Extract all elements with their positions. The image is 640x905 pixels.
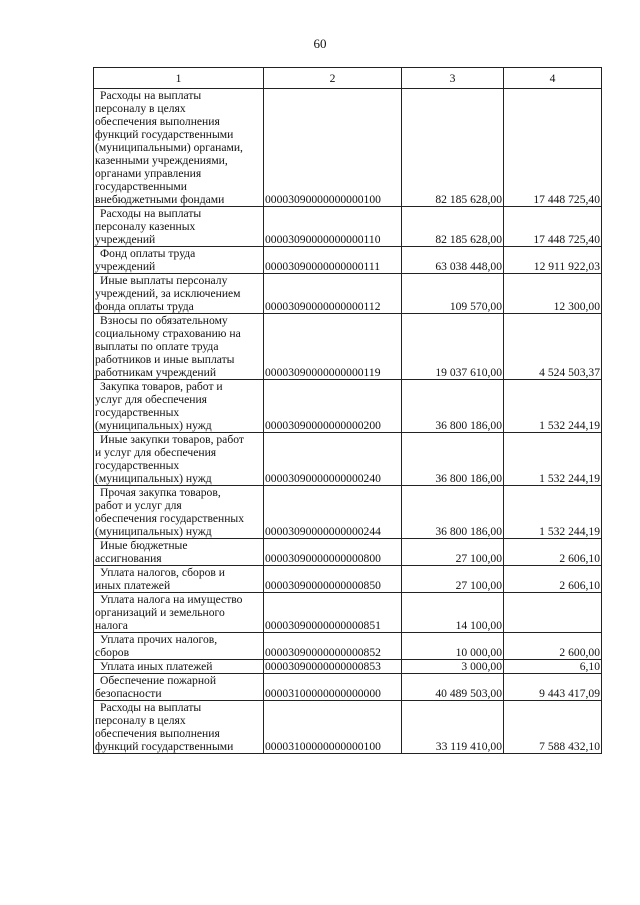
- row-name: [94, 247, 264, 274]
- table-row: [94, 89, 602, 207]
- row-code: 00003090000000000800: [264, 539, 402, 566]
- table-row: [94, 247, 602, 274]
- row-plan-amount: 40 489 503,00: [402, 674, 504, 701]
- budget-table: [93, 67, 602, 754]
- row-name-line: Расходы на выплаты: [100, 701, 202, 714]
- row-name-line: иных платежей: [95, 579, 171, 592]
- row-actual-amount: 17 448 725,40: [504, 89, 602, 207]
- row-name-line: обеспечения выполнения: [95, 115, 220, 128]
- row-code: 00003090000000000110: [264, 207, 402, 247]
- row-name-line: Взносы по обязательному: [100, 314, 228, 327]
- row-name-line: функций государственными: [95, 128, 234, 141]
- row-plan-amount: 27 100,00: [402, 539, 504, 566]
- row-name: [94, 89, 264, 207]
- row-name: [94, 380, 264, 433]
- row-code: 00003090000000000100: [264, 89, 402, 207]
- row-name-line: внебюджетными фондами: [95, 193, 225, 206]
- row-name-line: и услуг для обеспечения: [95, 446, 217, 459]
- row-actual-amount: 1 532 244,19: [504, 433, 602, 486]
- row-plan-amount: 3 000,00: [402, 660, 504, 674]
- row-name-line: казенными учреждениями,: [95, 154, 228, 167]
- table-row: [94, 593, 602, 633]
- row-plan-amount: 82 185 628,00: [402, 89, 504, 207]
- row-plan-amount: 82 185 628,00: [402, 207, 504, 247]
- row-name: [94, 274, 264, 314]
- table-row: [94, 314, 602, 380]
- row-actual-amount: 12 911 922,03: [504, 247, 602, 274]
- row-name: [94, 314, 264, 380]
- row-actual-amount: [504, 593, 602, 633]
- row-name-line: обеспечения государственных: [95, 512, 245, 525]
- row-plan-amount: 33 119 410,00: [402, 701, 504, 754]
- row-code: 00003090000000000852: [264, 633, 402, 660]
- row-name-line: Закупка товаров, работ и: [100, 380, 223, 393]
- row-name-line: учреждений: [95, 233, 156, 246]
- table-row: [94, 433, 602, 486]
- row-name-line: Обеспечение пожарной: [100, 674, 217, 687]
- row-name-line: социальному страхованию на: [95, 327, 241, 340]
- row-name-line: сборов: [95, 646, 130, 659]
- row-actual-amount: 17 448 725,40: [504, 207, 602, 247]
- row-actual-amount: 2 606,10: [504, 539, 602, 566]
- table-row: [94, 701, 602, 754]
- row-name-line: ассигнования: [95, 552, 162, 565]
- row-name-line: работ и услуг для: [95, 499, 182, 512]
- row-code: 00003090000000000244: [264, 486, 402, 539]
- row-actual-amount: 1 532 244,19: [504, 380, 602, 433]
- table-row: [94, 539, 602, 566]
- row-name-line: Уплата прочих налогов,: [100, 633, 218, 646]
- row-name-line: персоналу в целях: [95, 102, 186, 115]
- row-actual-amount: 2 600,00: [504, 633, 602, 660]
- row-actual-amount: 1 532 244,19: [504, 486, 602, 539]
- row-name-line: фонда оплаты труда: [95, 300, 194, 313]
- row-name-line: Уплата иных платежей: [100, 660, 213, 673]
- row-name-line: (муниципальными) органами,: [95, 141, 243, 154]
- row-name: [94, 433, 264, 486]
- row-name-line: (муниципальных) нужд: [95, 419, 212, 432]
- row-name: [94, 633, 264, 660]
- column-header: 3: [402, 68, 504, 89]
- row-code: 00003090000000000119: [264, 314, 402, 380]
- table-row: [94, 486, 602, 539]
- row-name: [94, 486, 264, 539]
- row-plan-amount: 19 037 610,00: [402, 314, 504, 380]
- table-row: [94, 274, 602, 314]
- row-plan-amount: 14 100,00: [402, 593, 504, 633]
- table-row: [94, 566, 602, 593]
- row-plan-amount: 27 100,00: [402, 566, 504, 593]
- row-name-line: выплаты по оплате труда: [95, 340, 219, 353]
- row-plan-amount: 10 000,00: [402, 633, 504, 660]
- column-header: 2: [264, 68, 402, 89]
- row-name-line: учреждений: [95, 260, 156, 273]
- row-name-line: (муниципальных) нужд: [95, 472, 212, 485]
- table-row: [94, 660, 602, 674]
- row-name-line: персоналу в целях: [95, 714, 186, 727]
- table-row: [94, 674, 602, 701]
- row-name-line: безопасности: [95, 687, 162, 700]
- row-name: [94, 593, 264, 633]
- row-plan-amount: 109 570,00: [402, 274, 504, 314]
- row-name-line: государственных: [95, 406, 180, 419]
- row-name-line: персоналу казенных: [95, 220, 196, 233]
- row-code: 00003100000000000000: [264, 674, 402, 701]
- row-code: 00003090000000000111: [264, 247, 402, 274]
- row-actual-amount: 9 443 417,09: [504, 674, 602, 701]
- row-name-line: Иные выплаты персоналу: [100, 274, 228, 287]
- row-name-line: Прочая закупка товаров,: [100, 486, 221, 499]
- row-plan-amount: 63 038 448,00: [402, 247, 504, 274]
- row-name-line: (муниципальных) нужд: [95, 525, 212, 538]
- row-name-line: Уплата налогов, сборов и: [100, 566, 226, 579]
- row-code: 00003090000000000200: [264, 380, 402, 433]
- row-plan-amount: 36 800 186,00: [402, 380, 504, 433]
- row-code: 00003090000000000240: [264, 433, 402, 486]
- row-code: 00003090000000000853: [264, 660, 402, 674]
- row-plan-amount: 36 800 186,00: [402, 486, 504, 539]
- table-row: [94, 633, 602, 660]
- row-name-line: Иные бюджетные: [100, 539, 188, 552]
- table-header-row: [94, 68, 602, 89]
- row-actual-amount: 7 588 432,10: [504, 701, 602, 754]
- row-name: [94, 674, 264, 701]
- row-name-line: государственными: [95, 180, 187, 193]
- row-name: [94, 539, 264, 566]
- row-code: 00003090000000000112: [264, 274, 402, 314]
- row-actual-amount: 12 300,00: [504, 274, 602, 314]
- row-name-line: обеспечения выполнения: [95, 727, 220, 740]
- row-name-line: Иные закупки товаров, работ: [100, 433, 244, 446]
- page-number: 60: [313, 36, 327, 51]
- row-name: [94, 207, 264, 247]
- row-name-line: работников и иные выплаты: [95, 353, 235, 366]
- row-name-line: Уплата налога на имущество: [100, 593, 243, 606]
- row-name-line: функций государственными: [95, 740, 234, 753]
- row-actual-amount: 2 606,10: [504, 566, 602, 593]
- column-header: 4: [504, 68, 602, 89]
- row-plan-amount: 36 800 186,00: [402, 433, 504, 486]
- row-actual-amount: 6,10: [504, 660, 602, 674]
- row-name: [94, 701, 264, 754]
- row-name-line: Расходы на выплаты: [100, 89, 202, 102]
- row-code: 00003100000000000100: [264, 701, 402, 754]
- row-name: [94, 660, 264, 674]
- row-name-line: налога: [95, 619, 128, 632]
- row-name-line: органами управления: [95, 167, 202, 180]
- row-name-line: учреждений, за исключением: [95, 287, 241, 300]
- row-name-line: услуг для обеспечения: [95, 393, 207, 406]
- row-name-line: Фонд оплаты труда: [100, 247, 196, 260]
- row-name-line: работникам учреждений: [95, 366, 217, 379]
- column-header: 1: [94, 68, 264, 89]
- row-code: 00003090000000000851: [264, 593, 402, 633]
- table-row: [94, 380, 602, 433]
- row-name-line: государственных: [95, 459, 180, 472]
- table-row: [94, 207, 602, 247]
- row-name-line: Расходы на выплаты: [100, 207, 202, 220]
- row-name-line: организаций и земельного: [95, 606, 225, 619]
- row-actual-amount: 4 524 503,37: [504, 314, 602, 380]
- row-code: 00003090000000000850: [264, 566, 402, 593]
- row-name: [94, 566, 264, 593]
